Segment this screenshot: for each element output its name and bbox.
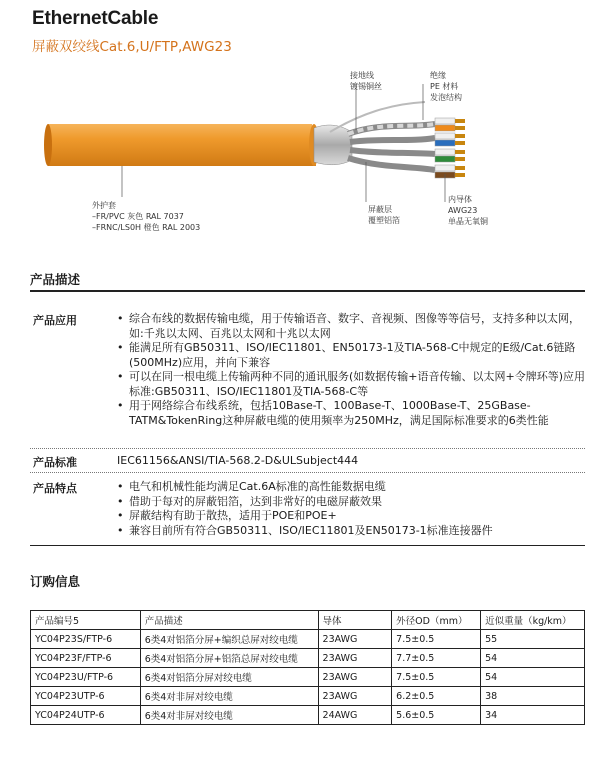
twisted-pair-2 [350, 133, 465, 146]
divider [30, 545, 585, 546]
table-cell: 6.2±0.5 [392, 687, 481, 706]
list-item: • 电气和机械性能均满足Cat.6A标准的高性能数据电缆 [117, 480, 587, 495]
page-title: EthernetCable [32, 8, 159, 29]
table-cell: 23AWG [318, 668, 392, 687]
table-cell: 5.6±0.5 [392, 706, 481, 725]
column-header: 产品编号5 [31, 611, 141, 630]
table-cell: 54 [481, 668, 585, 687]
list-item: • 能满足所有GB50311、ISO/IEC11801、EN50173-1及TIA-568-C中规定的E级/Cat.6链路(500MHz)应用，并向下兼容 [117, 341, 587, 370]
table-cell: YC04P23F/FTP-6 [31, 649, 141, 668]
table-cell: YC04P23UTP-6 [31, 687, 141, 706]
table-cell: YC04P23U/FTP-6 [31, 668, 141, 687]
divider [30, 448, 585, 449]
table-cell: 34 [481, 706, 585, 725]
row-label-features: 产品特点 [33, 482, 77, 495]
table-cell: 6类4对铝箔分屏对绞电缆 [140, 668, 318, 687]
cable-diagram [30, 62, 590, 252]
table-row [31, 630, 585, 649]
application-list [117, 312, 587, 428]
table-cell: 6类4对非屏对绞电缆 [140, 687, 318, 706]
cable-jacket-end [44, 124, 52, 166]
list-item: • 用于网络综合布线系统，包括10Base-T、100Base-T、1000Base-T、25GBase-TATM&TokenRing这种屏蔽电缆的使用频率为250MHz，满足国际标准要求的6类性能 [117, 399, 587, 428]
list-item: • 兼容目前所有符合GB50311、ISO/IEC11801及EN50173-1标准连接器件 [117, 524, 587, 539]
cable-jacket [48, 124, 316, 166]
table-row [31, 649, 585, 668]
table-cell: 38 [481, 687, 585, 706]
table-cell: 23AWG [318, 649, 392, 668]
standard-text: IEC61156&ANSI/TIA-568.2-D&ULSubject444 [117, 454, 359, 467]
table-cell: 23AWG [318, 687, 392, 706]
table-row [31, 668, 585, 687]
features-list [117, 480, 587, 538]
column-header: 导体 [318, 611, 392, 630]
table-header-row [31, 611, 585, 630]
drain-wire-label: 接地线 镀锡铜丝 [350, 71, 382, 91]
table-cell: 6类4对非屏对绞电缆 [140, 706, 318, 725]
column-header: 外径OD（mm） [392, 611, 481, 630]
list-item: • 可以在同一根电缆上传输两种不同的通讯服务(如数据传输+语音传输、以太网+令牌环等)应用标准:GB50311、ISO/IEC11801及TIA-568-C等 [117, 370, 587, 399]
table-cell: 6类4对铝箔分屏+编织总屏对绞电缆 [140, 630, 318, 649]
row-label-application: 产品应用 [33, 314, 77, 327]
column-header: 产品描述 [140, 611, 318, 630]
table-cell: YC04P24UTP-6 [31, 706, 141, 725]
list-item: • 屏蔽结构有助于散热，适用于POE和POE+ [117, 509, 587, 524]
row-label-standard: 产品标准 [33, 456, 77, 469]
table-row [31, 687, 585, 706]
ordering-table [30, 610, 585, 725]
shield-label: 屏蔽层 覆塑铝箔 [368, 205, 400, 225]
page-subtitle: 屏蔽双绞线Cat.6,U/FTP,AWG23 [32, 39, 232, 55]
table-cell: 54 [481, 649, 585, 668]
divider [30, 290, 585, 292]
insulation-label: 绝缘 PE 材料 发泡结构 [430, 71, 462, 102]
column-header: 近似重量（kg/km） [481, 611, 585, 630]
table-cell: YC04P23S/FTP-6 [31, 630, 141, 649]
table-row [31, 706, 585, 725]
table-cell: 23AWG [318, 630, 392, 649]
table-cell: 6类4对铝箔分屏+铝箔总屏对绞电缆 [140, 649, 318, 668]
section-heading-ordering: 订购信息 [30, 574, 81, 589]
divider [30, 472, 585, 473]
conductor-label: 内导体 AWG23 单晶无氧铜 [448, 195, 488, 226]
table-cell: 7.5±0.5 [392, 630, 481, 649]
table-cell: 7.5±0.5 [392, 668, 481, 687]
table-cell: 7.7±0.5 [392, 649, 481, 668]
table-cell: 24AWG [318, 706, 392, 725]
list-item: • 综合布线的数据传输电缆，用于传输语音、数字、音视频、图像等等信号，支持多种以太网，如:千兆以太网、百兆以太网和十兆以太网 [117, 312, 587, 341]
table-cell: 55 [481, 630, 585, 649]
section-heading-description: 产品描述 [30, 272, 81, 287]
twisted-pair-1 [348, 118, 465, 134]
jacket-label: 外护套 –FR/PVC 灰色 RAL 7037 –FRNC/LS0H 橙色 RAL 2003 [92, 201, 201, 232]
list-item: • 借助于每对的屏蔽铝箔，达到非常好的电磁屏蔽效果 [117, 495, 587, 510]
